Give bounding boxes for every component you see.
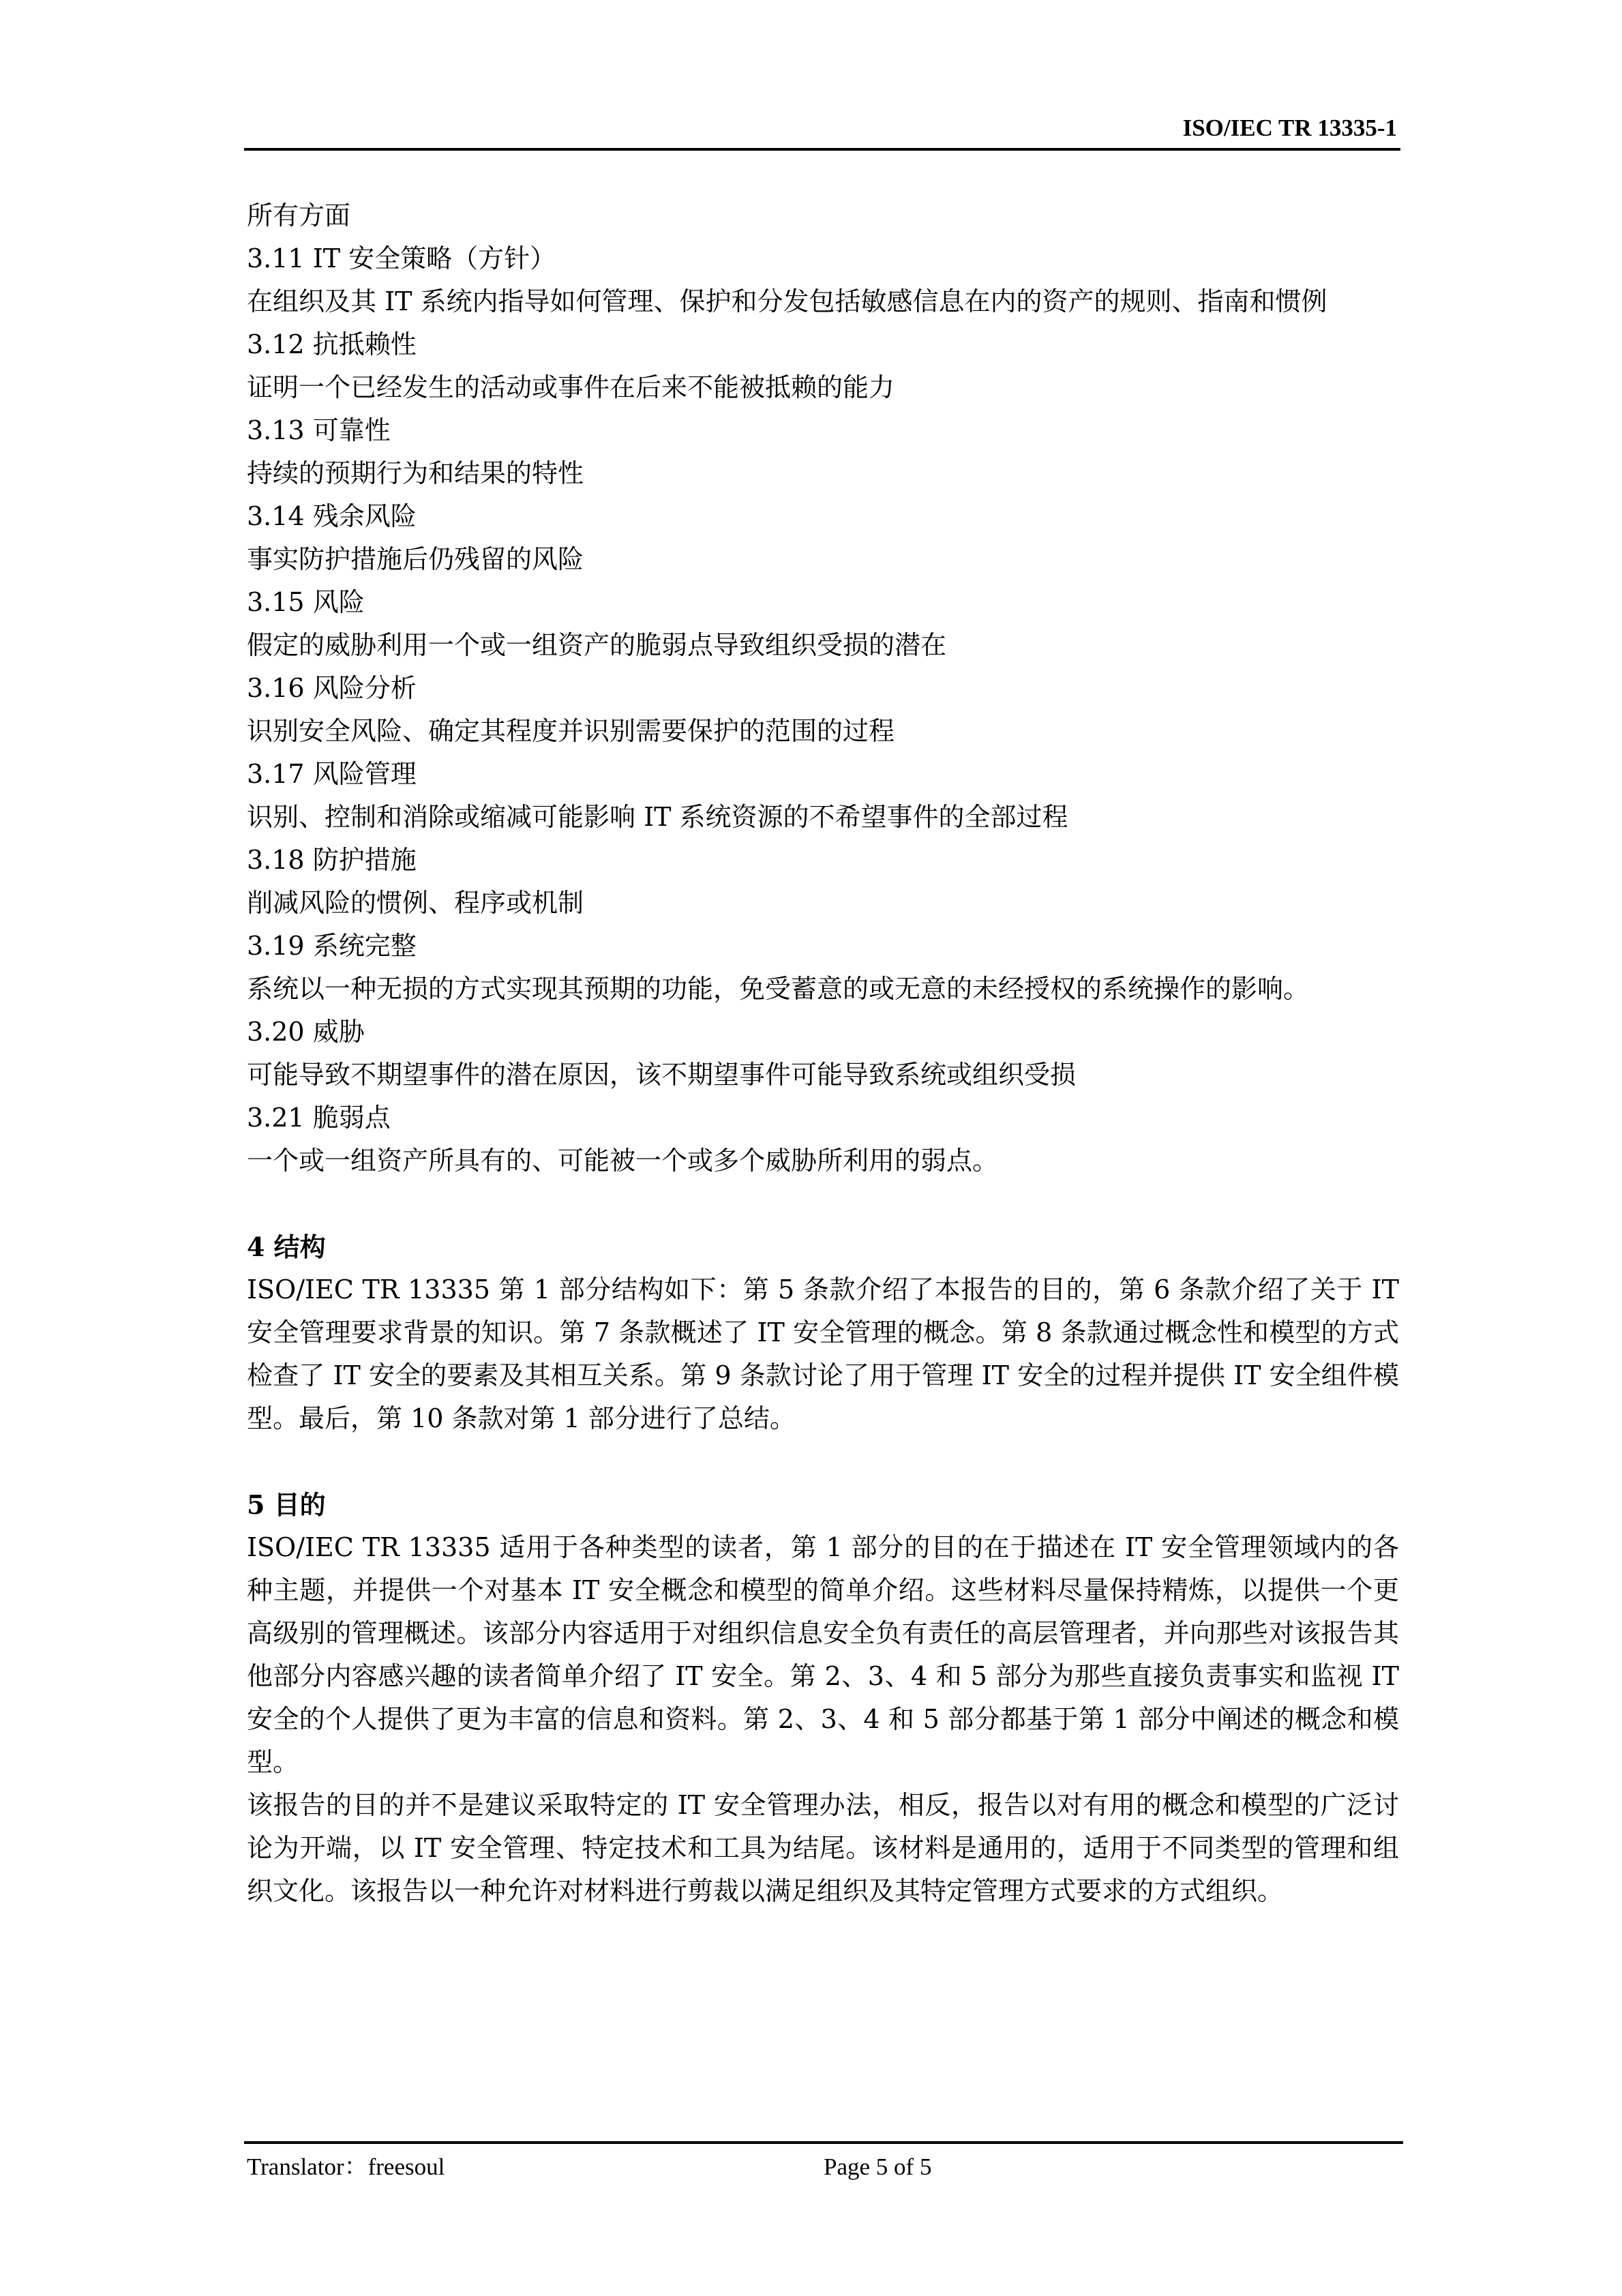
header-divider	[244, 148, 1400, 151]
document-id-header: ISO/IEC TR 13335-1	[1182, 115, 1397, 141]
definition-term: 3.21 脆弱点	[247, 1103, 391, 1133]
definitions-list	[247, 194, 1399, 1182]
definition-line: 系统以一种无损的方式实现其预期的功能，免受蓄意的或无意的未经授权的系统操作的影响。	[247, 974, 1310, 1004]
page-number: Page 5 of 5	[824, 2153, 932, 2180]
definition-line: 削减风险的惯例、程序或机制	[247, 888, 584, 918]
definition-term: 3.17 风险管理	[247, 759, 417, 789]
footer-divider	[244, 2141, 1403, 2144]
definition-line: 识别安全风险、确定其程度并识别需要保护的范围的过程	[247, 716, 895, 746]
definition-line: 事实防护措施后仍残留的风险	[247, 544, 584, 574]
definition-line: 一个或一组资产所具有的、可能被一个或多个威胁所利用的弱点。	[247, 1146, 999, 1176]
definition-line: 持续的预期行为和结果的特性	[247, 458, 584, 488]
definition-line: 识别、控制和消除或缩减可能影响 IT 系统资源的不希望事件的全部过程	[247, 802, 1068, 832]
definition-term: 3.15 风险	[247, 587, 365, 617]
section-4-heading: 4 结构	[247, 1232, 326, 1262]
translator-credit: Translator：freesoul	[247, 2153, 445, 2180]
definition-term: 3.16 风险分析	[247, 673, 417, 703]
section-5-paragraph-2: 该报告的目的并不是建议采取特定的 IT 安全管理办法，相反，报告以对有用的概念和模型的广泛讨论为开端，以 IT 安全管理、特定技术和工具为结尾。该材料是通用的，适用于不同类型的管理和组织文化。该报告以一种允许对材料进行剪裁以满足组织及其特定管理方式要求的方式组织。	[247, 1790, 1399, 1906]
definition-term: 3.19 系统完整	[247, 931, 417, 961]
section-5-heading: 5 目的	[247, 1489, 326, 1520]
definition-term: 3.11 IT 安全策略（方针）	[247, 243, 556, 273]
definition-line: 所有方面	[247, 200, 351, 230]
definition-line: 假定的威胁利用一个或一组资产的脆弱点导致组织受损的潜在	[247, 630, 947, 660]
section-4-paragraph: ISO/IEC TR 13335 第 1 部分结构如下：第 5 条款介绍了本报告的目的，第 6 条款介绍了关于 IT 安全管理要求背景的知识。第 7 条款概述了 IT 安全管理的概念。第 8 条款通过概念性和模型的方式检查了 IT 安全的要素及其相互关系。第 9 条款讨论了用于管理 IT 安全的过程并提供 IT 安全组件模型。最后，第 10 条款对第 1 部分进行了总结。	[247, 1274, 1399, 1433]
section-5-paragraph-1: ISO/IEC TR 13335 适用于各种类型的读者，第 1 部分的目的在于描述在 IT 安全管理领域内的各种主题，并提供一个对基本 IT 安全概念和模型的简单介绍。这些材料尽量保持精炼，以提供一个更高级别的管理概述。该部分内容适用于对组织信息安全负有责任的高层管理者，并向那些对该报告其他部分内容感兴趣的读者简单介绍了 IT 安全。第 2、3、4 和 5 部分为那些直接负责事实和监视 IT 安全的个人提供了更为丰富的信息和资料。第 2、3、4 和 5 部分都基于第 1 部分中阐述的概念和模型。	[247, 1532, 1399, 1777]
definition-line: 证明一个已经发生的活动或事件在后来不能被抵赖的能力	[247, 372, 895, 402]
page-body	[247, 194, 1399, 1913]
definition-line: 在组织及其 IT 系统内指导如何管理、保护和分发包括敏感信息在内的资产的规则、指南和惯例	[247, 286, 1327, 316]
definition-term: 3.14 残余风险	[247, 501, 417, 531]
definition-term: 3.12 抗抵赖性	[247, 329, 417, 359]
definition-term: 3.18 防护措施	[247, 845, 417, 875]
definition-line: 可能导致不期望事件的潜在原因，该不期望事件可能导致系统或组织受损	[247, 1060, 1077, 1090]
definition-term: 3.13 可靠性	[247, 415, 391, 445]
definition-term: 3.20 威胁	[247, 1017, 365, 1047]
